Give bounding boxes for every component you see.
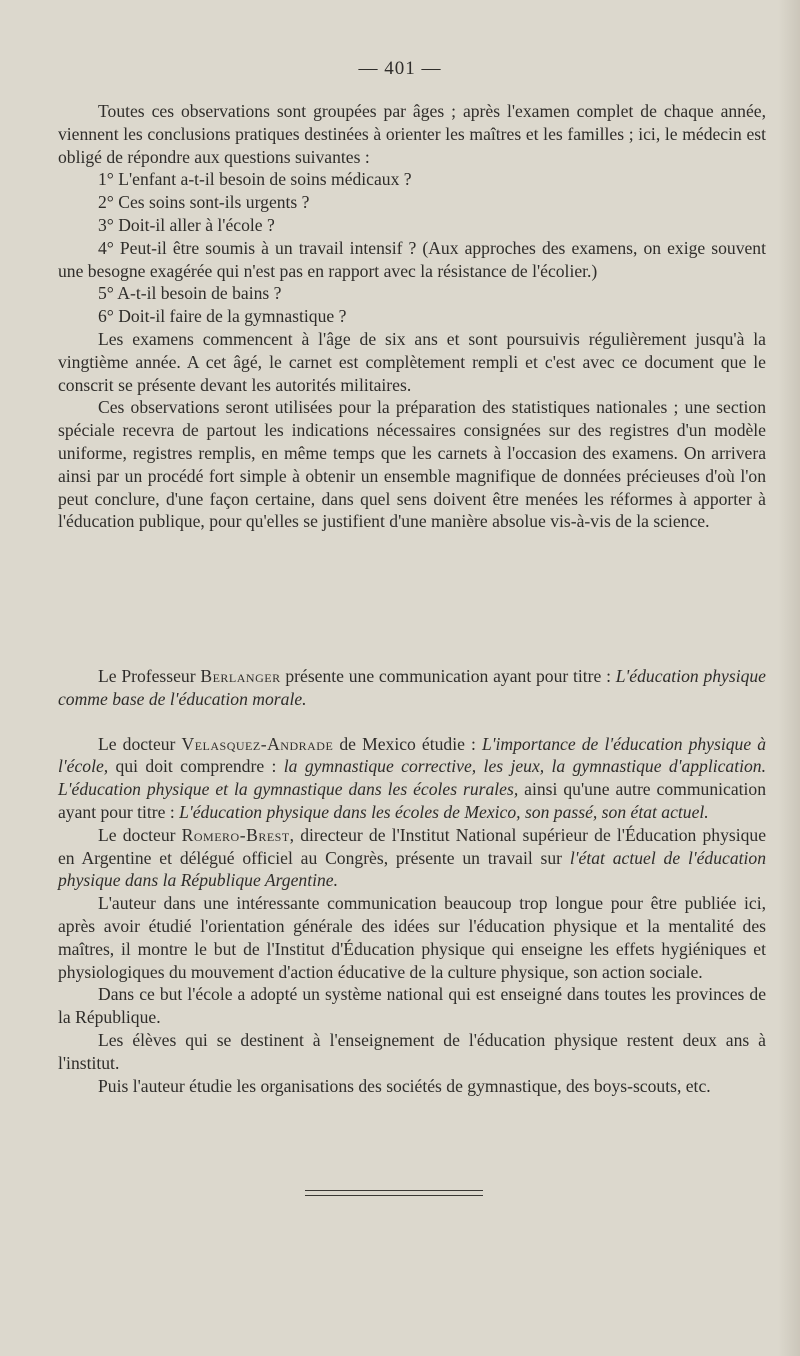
communication-title: L'éducation physique comme base de l'éducation morale. bbox=[58, 666, 766, 709]
paragraph-velasquez bbox=[58, 733, 766, 824]
text-block-communications bbox=[58, 665, 766, 1097]
paragraph-societes: Puis l'auteur étudie les organisations des sociétés de gymnastique, des boys-scouts, etc. bbox=[98, 1075, 711, 1096]
paragraph-systeme: Dans ce but l'école a adopté un système national qui est enseigné dans toutes les provinces de la République. bbox=[58, 984, 766, 1028]
question-3: 3° Doit-il aller à l'école ? bbox=[98, 214, 275, 235]
question-2: 2° Ces soins sont-ils urgents ? bbox=[98, 192, 310, 213]
text-run: qui doit comprendre : bbox=[108, 756, 284, 777]
text-run: Le docteur bbox=[98, 733, 182, 754]
page-number: — 401 — bbox=[358, 58, 442, 79]
text-run: , directeur de l'Institut National supérieur de l'Éducation physique en Argentine et délégué officiel au Congrès, présente un travail sur bbox=[58, 824, 767, 868]
paragraph-auteur: L'auteur dans une intéressante communication beaucoup trop longue pour être publiée ici, après avoir étudié l'orientation générale des idées sur l'éducation physique et la mentalité des maîtres, il montre le but de l'Institut d'Éducation physique qui enseigne les effets hygiéniques et physiologiques du mouvement d'action éducative de la culture physique, son action sociale. bbox=[58, 893, 766, 982]
author-name-romero: Romero-Brest bbox=[181, 824, 290, 845]
double-rule-divider bbox=[305, 1190, 483, 1196]
paragraph-observations: Toutes ces observations sont groupées par âges ; après l'examen complet de chaque année, viennent les conclusions pratiques destinées à orienter les maîtres et les familles ; ici, le médecin est obligé de répondre aux questions suivantes : bbox=[58, 101, 766, 167]
text-run: Le Professeur bbox=[98, 666, 201, 686]
paragraph-romero bbox=[58, 824, 766, 892]
question-1: 1° L'enfant a-t-il besoin de soins médicaux ? bbox=[98, 169, 412, 190]
text-run: Le docteur bbox=[98, 824, 182, 845]
communication-title: la gymnastique corrective, les jeux, la gymnastique d'application. L'éducation physique et la gymnastique dans les écoles rurales, bbox=[58, 756, 766, 800]
question-4: 4° Peut-il être soumis à un travail intensif ? (Aux approches des examens, on exige souvent une besogne exagérée qui n'est pas en rapport avec la résistance de l'écolier.) bbox=[58, 237, 766, 281]
author-name-berlanger: Berlanger bbox=[200, 666, 281, 686]
paragraph-berlanger bbox=[58, 665, 766, 711]
paragraph-examens: Les examens commencent à l'âge de six ans et sont poursuivis régulièrement jusqu'à la vingtième année. A cet âgé, le carnet est complètement rempli et c'est avec ce document que le conscrit se présente devant les autorités militaires. bbox=[58, 328, 766, 395]
question-5: 5° A-t-il besoin de bains ? bbox=[98, 283, 282, 304]
paragraph-eleves: Les élèves qui se destinent à l'enseignement de l'éducation physique restent deux ans à l'institut. bbox=[58, 1029, 766, 1073]
text-block-examens bbox=[58, 100, 766, 533]
text-run: de Mexico étudie : bbox=[333, 733, 482, 754]
paragraph-statistiques: Ces observations seront utilisées pour la préparation des statistiques nationales ; une section spéciale recevra de partout les indications nécessaires consignées sur des registres d'un modèle uniforme, registres remplis, en même temps que les carnets à l'occasion des examens. On arrivera ainsi par un procédé fort simple à obtenir un ensemble magnifique de données précieuses d'où l'on peut conclure, d'une façon certaine, dans quel sens doivent être menées les réformes à apporter à l'éducation publique, pour qu'elles se justifient d'une manière absolue vis-à-vis de la science. bbox=[58, 397, 766, 532]
communication-title: l'état actuel de l'éducation physique dans la République Argentine. bbox=[58, 847, 766, 891]
page-edge-shadow bbox=[778, 0, 800, 1356]
communication-title: L'éducation physique dans les écoles de Mexico, son passé, son état actuel. bbox=[179, 801, 709, 822]
communication-title: L'importance de l'éducation physique à l'école, bbox=[58, 733, 767, 777]
text-run: présente une communication ayant pour titre : bbox=[280, 666, 616, 686]
text-run: ainsi qu'une autre communication ayant pour titre : bbox=[58, 779, 766, 822]
question-6: 6° Doit-il faire de la gymnastique ? bbox=[98, 306, 347, 327]
author-name-velasquez: Velasquez-Andrade bbox=[181, 733, 334, 754]
